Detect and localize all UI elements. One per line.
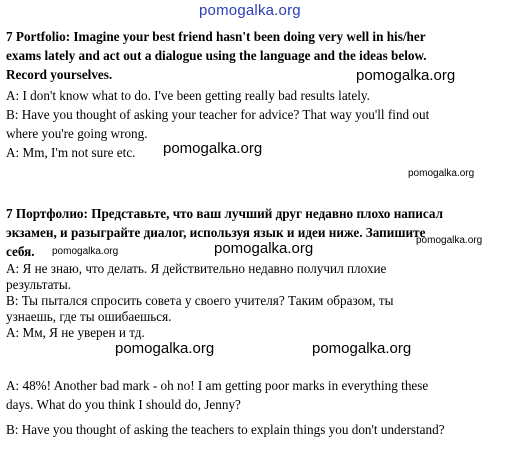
watermark: pomogalka.org	[416, 235, 483, 246]
answer-line: days. What do you think I should do, Jenny?	[6, 397, 241, 412]
task-en-line-3: Record yourselves.	[6, 67, 113, 82]
dialogue-en-line: A: I don't know what to do. I've been getting really bad results lately.	[6, 88, 370, 103]
answer-line: A: 48%! Another bad mark - oh no! I am getting poor marks in everything these	[6, 378, 429, 393]
dialogue-ru-line: А: Мм, Я не уверен и тд.	[6, 325, 145, 340]
watermark: pomogalka.org	[115, 340, 215, 357]
watermark: pomogalka.org	[356, 67, 456, 84]
watermark: pomogalka.org	[312, 340, 412, 357]
answer-line: B: Have you thought of asking the teachers to explain things you don't understand?	[6, 422, 445, 437]
dialogue-en-line: A: Mm, I'm not sure etc.	[6, 145, 136, 160]
dialogue-ru-line: А: Я не знаю, что делать. Я действительно недавно получил плохие	[6, 261, 387, 276]
task-ru-line-2: экзамен, и разыграйте диалог, используя язык и идеи ниже. Запишите	[6, 225, 426, 240]
watermark: pomogalka.org	[214, 240, 314, 257]
watermark: pomogalka.org	[52, 246, 119, 257]
dialogue-ru-line: узнаешь, где ты ошибаешься.	[6, 309, 172, 324]
watermark: pomogalka.org	[163, 140, 263, 157]
dialogue-en-line: where you're going wrong.	[6, 126, 148, 141]
task-ru-line-1: 7 Портфолио: Представьте, что ваш лучший друг недавно плохо написал	[6, 206, 444, 221]
watermark: pomogalka.org	[408, 168, 475, 179]
task-en-line-1: 7 Portfolio: Imagine your best friend hasn't been doing very well in his/her	[6, 29, 426, 44]
task-en-line-2: exams lately and act out a dialogue using the language and the ideas below.	[6, 48, 427, 63]
watermark-header: pomogalka.org	[199, 2, 301, 19]
dialogue-ru-line: результаты.	[6, 277, 72, 292]
dialogue-en-line: B: Have you thought of asking your teacher for advice? That way you'll find out	[6, 107, 430, 122]
task-ru-line-3: себя.	[6, 244, 35, 259]
dialogue-ru-line: В: Ты пытался спросить совета у своего учителя? Таким образом, ты	[6, 293, 394, 308]
